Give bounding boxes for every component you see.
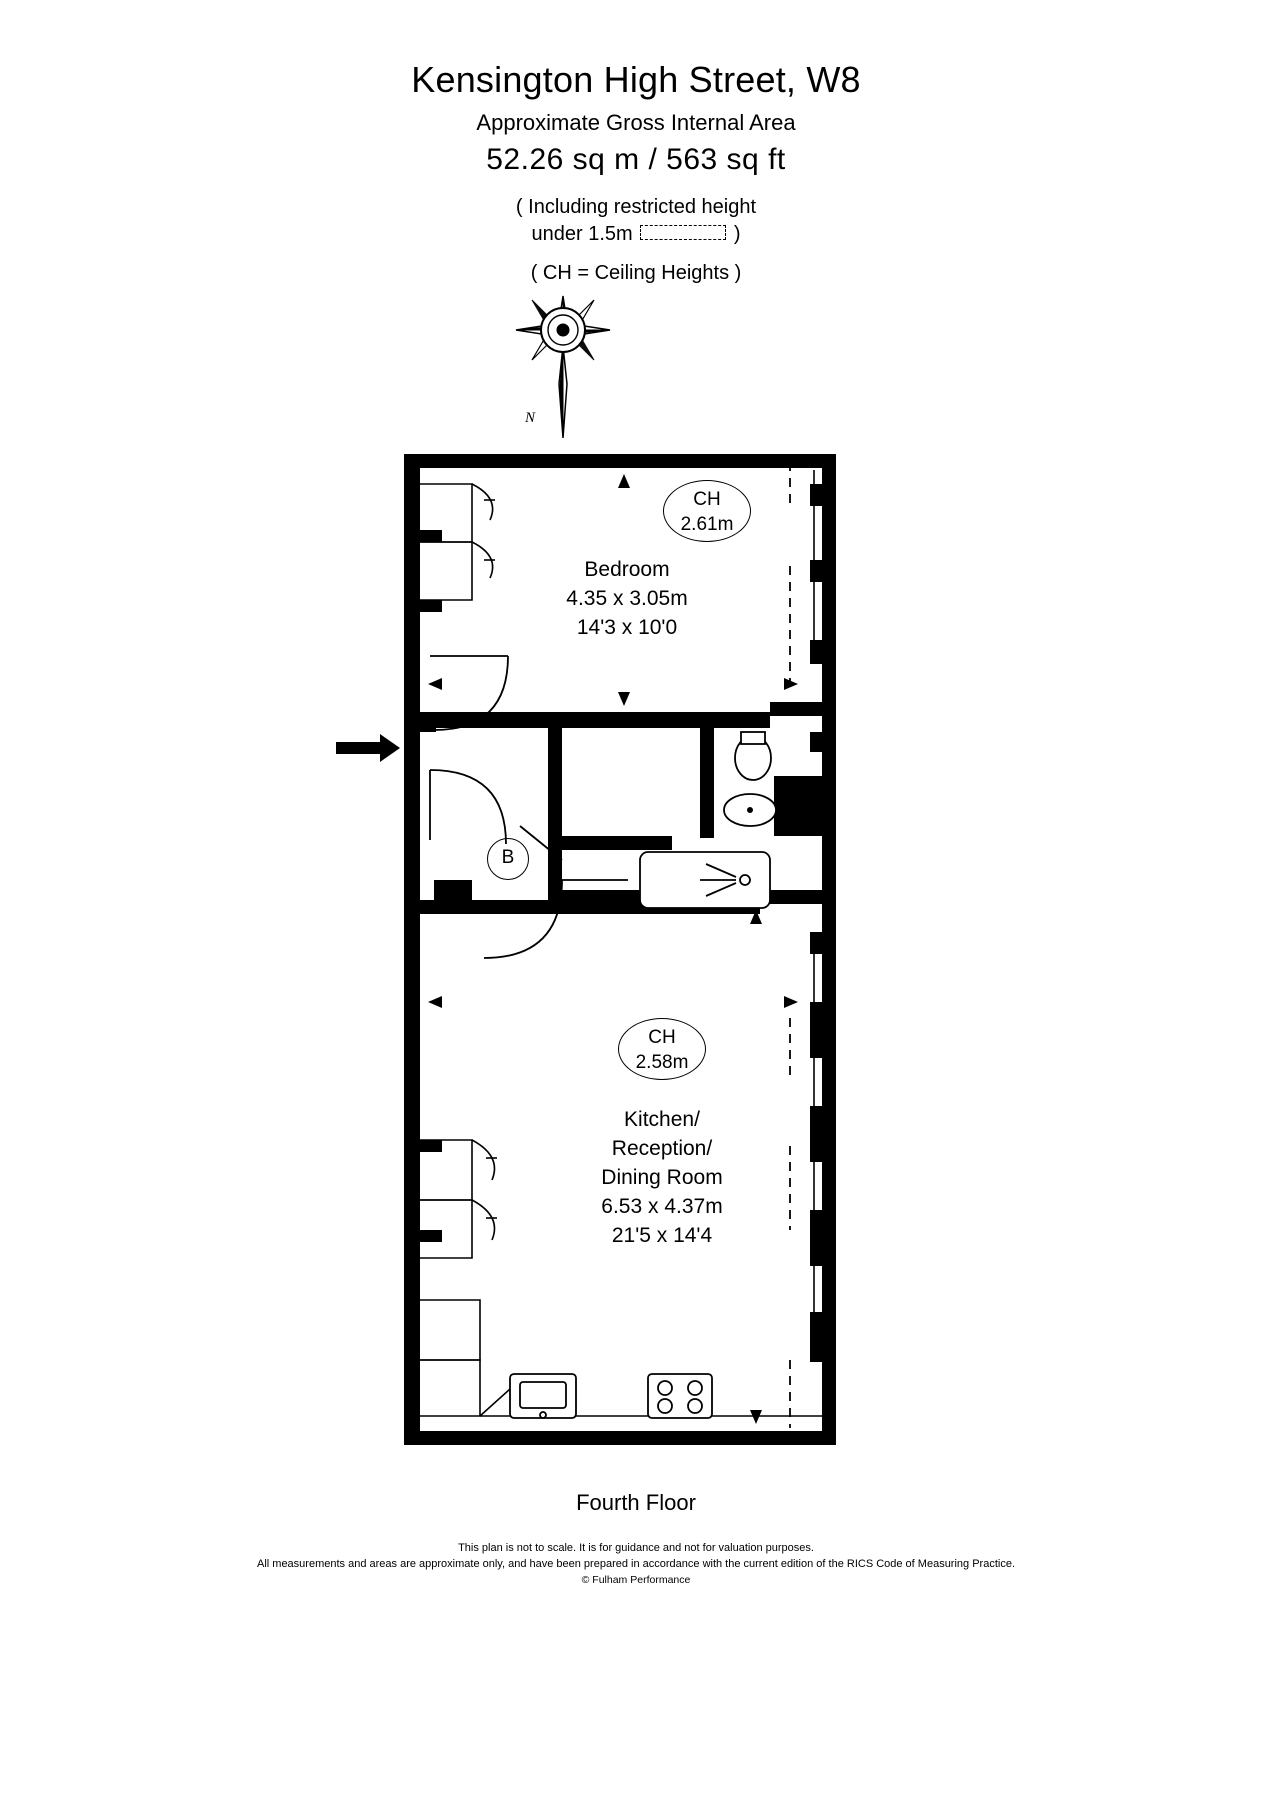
bathroom-marker-label: B [501,847,515,868]
copyright: © Fulham Performance [581,1574,691,1586]
bedroom-name: Bedroom [584,558,670,581]
restricted-height-close: ) [733,223,741,245]
ch-label-reception: CH [648,1027,676,1048]
disclaimer [0,1540,1272,1588]
ch-value-bedroom: 2.61m [680,514,734,535]
reception-imperial: 21'5 x 14'4 [611,1224,713,1247]
bedroom-imperial: 14'3 x 10'0 [576,616,678,639]
bedroom-metric: 4.35 x 3.05m [566,587,688,610]
dashed-swatch-icon [640,225,726,240]
restricted-height-line2: under 1.5m [531,223,633,245]
reception-name-line3: Dining Room [601,1166,723,1189]
ch-value-reception: 2.58m [635,1052,689,1073]
ch-label-bedroom: CH [693,489,721,510]
room-label-reception [522,1105,802,1250]
entrance-arrow-icon [336,734,400,762]
area-subtitle: Approximate Gross Internal Area [476,110,796,135]
floor-name: Fourth Floor [576,1490,696,1515]
floorplan-drawing [0,440,1272,1450]
ceiling-height-bedroom [663,480,751,542]
disclaimer-line-1: This plan is not to scale. It is for guidance and not for valuation purposes. [458,1542,814,1554]
ceiling-height-reception [618,1018,706,1080]
reception-metric: 6.53 x 4.37m [601,1195,723,1218]
disclaimer-line-2: All measurements and areas are approximate only, and have been prepared in accordance with the current edition of the RICS Code of Measuring Practice. [257,1558,1015,1570]
compass-north-label: N [525,410,536,426]
bathroom-marker [487,838,529,880]
ceiling-height-legend: ( CH = Ceiling Heights ) [530,262,742,284]
page-title: Kensington High Street, W8 [411,59,861,100]
room-label-bedroom [487,555,767,642]
restricted-height-line1: ( Including restricted height [515,196,757,218]
header [0,58,1272,286]
area-value: 52.26 sq m / 563 sq ft [486,143,786,176]
restricted-height-note [0,194,1272,248]
reception-name-line2: Reception/ [611,1137,713,1160]
reception-name-line1: Kitchen/ [624,1108,700,1131]
